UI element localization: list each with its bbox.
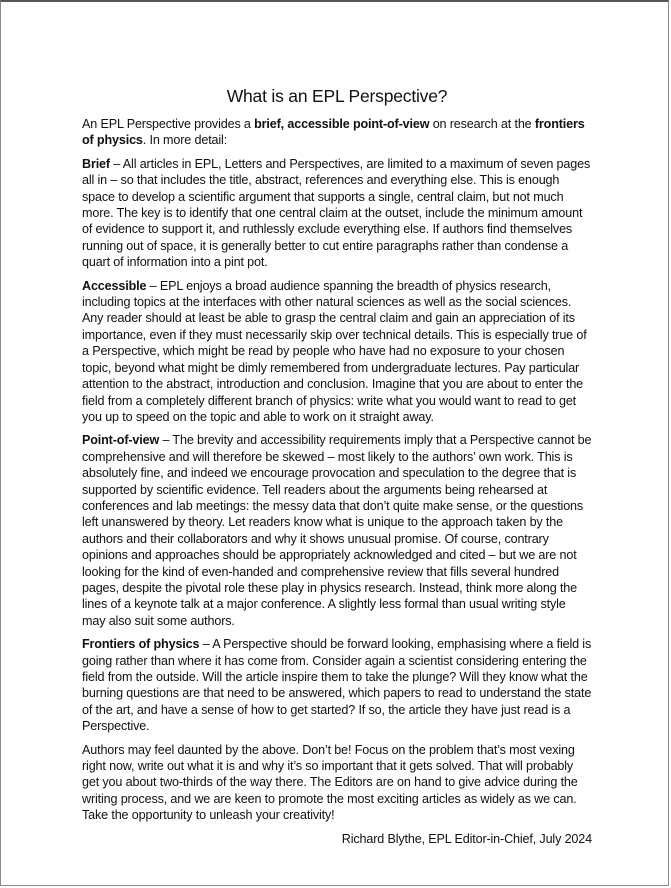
document-content [82,86,592,854]
section-point-of-view [82,432,592,629]
intro-text-2: on research at the [429,117,535,131]
section-accessible [82,278,592,426]
section-term: Brief [82,156,110,171]
section-text: – All articles in EPL, Letters and Perspectives, are limited to a maximum of seven pages all in – so that includes the title, abstract, references and everything else. This is enough space to develop a scientific argument that supports a single, central claim, but not much more. The key is to identify that one central claim at the outset, include the minimum amount of evidence to support it, and ruthlessly exclude everything else. If authors find themselves running out of space, it is generally better to cut entire paragraphs rather than condense a quart of information into a pint pot. [82,156,591,270]
section-text: – A Perspective should be forward looking, emphasising where a field is going rather than where it has come from. Consider again a scientist considering entering the field from the outside. Will the article inspire them to take the plunge? Will they know what the burning questions are that need to be answered, which papers to read to understand the state of the art, and have a sense of how to get started? If so, the article they have just read is a Perspective. [82,637,592,734]
section-frontiers-of-physics [82,636,592,734]
section-term: Point-of-view [82,433,160,448]
section-text: – EPL enjoys a broad audience spanning the breadth of physics research, including topics at the interfaces with other natural sciences as well as the social sciences. Any reader should at least be able to grasp the central claim and gain an appreciation of its importance, even if they must necessarily skip over technical details. This is especially true of a Perspective, which might be read by people who have had no exposure to your chosen topic, beyond what might be dimly remembered from undergraduate lectures. Pay particular attention to the abstract, introduction and conclusion. Imagine that you are about to enter the field from a completely different branch of physics: write what you would want to read to get you up to speed on the topic and able to work on it straight away. [82,278,587,424]
intro-bold-1: brief, accessible point-of-view [254,117,430,131]
page-title: What is an EPL Perspective? [226,86,448,106]
intro-bold-2: frontiers of physics [82,117,585,148]
intro-text-3: . In more detail: [142,133,228,148]
signature: Richard Blythe, EPL Editor-in-Chief, July 2024 [341,831,592,846]
closing-paragraph: Authors may feel daunted by the above. Don’t be! Focus on the problem that’s most vexing right now, write out what it is and why it’s so important that it gets solved. That will probably get you about two-thirds of the way there. The Editors are on hand to give advice during the writing process, and we are keen to promote the most exciting articles as widely as we can. Take the opportunity to unleash your creativity! [82,742,578,823]
section-text: – The brevity and accessibility requirements imply that a Perspective cannot be comprehensive and will therefore be skewed – most likely to the authors’ own work. This is absolutely fine, and indeed we encourage provocation and speculation to the degree that is supported by scientific evidence. Tell readers about the arguments being rehearsed at conferences and lab meetings: the messy data that don’t quite make sense, or the questions left unanswered by theory. Let readers know what is unique to the approach taken by the authors and their collaborators and why it shows unusual promise. Of course, contrary opinions and approaches should be appropriately acknowledged and cited – but we are not looking for the kind of even-handed and comprehensive review that fills several hundred pages, despite the pivotal role these play in physics research. Instead, think more along the lines of a keynote talk at a major conference. A slightly less formal than usual writing style may also suit some authors. [82,433,592,628]
intro-paragraph [82,116,592,149]
intro-text-1: An EPL Perspective provides a [82,117,255,131]
section-term: Accessible [82,278,147,293]
section-brief [82,156,592,271]
section-term: Frontiers of physics [82,637,200,652]
